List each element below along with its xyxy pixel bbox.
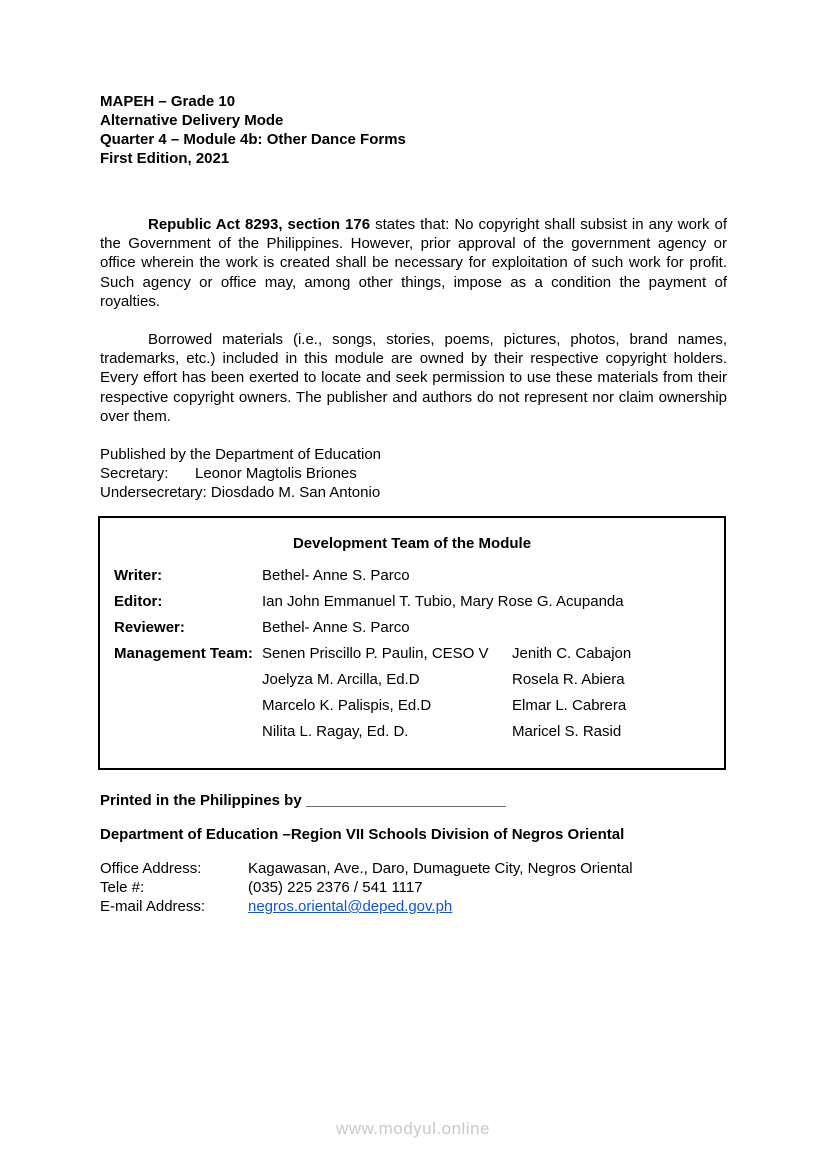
republic-act-reference: Republic Act 8293, section 176 — [148, 216, 371, 233]
management-label-spacer — [114, 670, 262, 689]
management-team-label: Management Team: — [114, 645, 253, 662]
copyright-paragraph-1 — [100, 215, 727, 311]
editor-label: Editor: — [114, 593, 163, 610]
office-address-value: Kagawasan, Ave., Daro, Dumaguete City, Negros Oriental — [248, 860, 633, 877]
management-member: Rosela R. Abiera — [512, 671, 625, 688]
printer-blank-line: ________________________ — [305, 792, 507, 809]
management-member: Jenith C. Cabajon — [512, 645, 632, 662]
secretary-name: Leonor Magtolis Briones — [195, 465, 357, 482]
reviewer-row — [114, 618, 710, 637]
editor-names: Ian John Emmanuel T. Tubio, Mary Rose G. Acupanda — [262, 593, 624, 610]
module-header — [100, 92, 406, 168]
writer-label: Writer: — [114, 567, 163, 584]
secretary-line — [100, 464, 381, 483]
management-label-spacer — [114, 722, 262, 741]
published-by-line: Published by the Department of Education — [100, 446, 382, 463]
module-subject-line: MAPEH – Grade 10 — [100, 93, 236, 110]
printed-in-philippines-line — [100, 791, 506, 810]
management-team-grid — [114, 644, 710, 741]
editor-row — [114, 592, 710, 611]
email-label: E-mail Address: — [100, 898, 206, 915]
office-address-label: Office Address: — [100, 860, 202, 877]
publisher-block — [100, 445, 381, 502]
undersecretary-line — [100, 483, 381, 502]
undersecretary-label: Undersecretary: — [100, 484, 207, 501]
writer-row — [114, 566, 710, 585]
email-row — [100, 897, 633, 916]
module-mode-line: Alternative Delivery Mode — [100, 112, 284, 129]
module-edition-line: First Edition, 2021 — [100, 150, 230, 167]
division-title-line: Department of Education –Region VII Schools Division of Negros Oriental — [100, 826, 625, 843]
management-member: Nilita L. Ragay, Ed. D. — [262, 723, 409, 740]
telephone-label: Tele #: — [100, 879, 145, 896]
email-link[interactable]: negros.oriental@deped.gov.ph — [248, 898, 453, 915]
writer-name: Bethel- Anne S. Parco — [262, 567, 410, 584]
contact-block — [100, 859, 633, 916]
development-team-box — [98, 516, 726, 770]
management-member: Maricel S. Rasid — [512, 723, 622, 740]
management-member: Elmar L. Cabrera — [512, 697, 627, 714]
copyright-paragraph-1-text: states that: No copyright shall subsist in any work of the Government of the Philippines. However, prior approval of the government agency or office wherein the work is created shall be necessary for exploitation of such work for profit. Such agency or office may, among other things, impose as a condition the payment of royalties. — [100, 216, 727, 310]
telephone-value: (035) 225 2376 / 541 1117 — [248, 879, 423, 896]
management-member: Marcelo K. Palispis, Ed.D — [262, 697, 432, 714]
undersecretary-name: Diosdado M. San Antonio — [210, 484, 381, 501]
watermark-text: www.modyul.online — [335, 1119, 490, 1138]
module-quarter-line: Quarter 4 – Module 4b: Other Dance Forms — [100, 131, 406, 148]
office-address-row — [100, 859, 633, 878]
telephone-row — [100, 878, 633, 897]
secretary-label: Secretary: — [100, 465, 169, 482]
development-team-title: Development Team of the Module — [292, 535, 532, 552]
reviewer-name: Bethel- Anne S. Parco — [262, 619, 410, 636]
printed-by-label: Printed in the Philippines by — [100, 792, 302, 809]
copyright-paragraph-2: Borrowed materials (i.e., songs, stories, poems, pictures, photos, brand names, trademarks, etc.) included in this module are owned by their respective copyright holders. Every effort has been exerted to locate and seek permission to use these materials from their respective copyright owners. The publisher and authors do not represent nor claim ownership over them. — [100, 331, 727, 425]
management-label-spacer — [114, 696, 262, 715]
reviewer-label: Reviewer: — [114, 619, 185, 636]
management-member: Senen Priscillo P. Paulin, CESO V — [262, 645, 489, 662]
management-member: Joelyza M. Arcilla, Ed.D — [262, 671, 420, 688]
